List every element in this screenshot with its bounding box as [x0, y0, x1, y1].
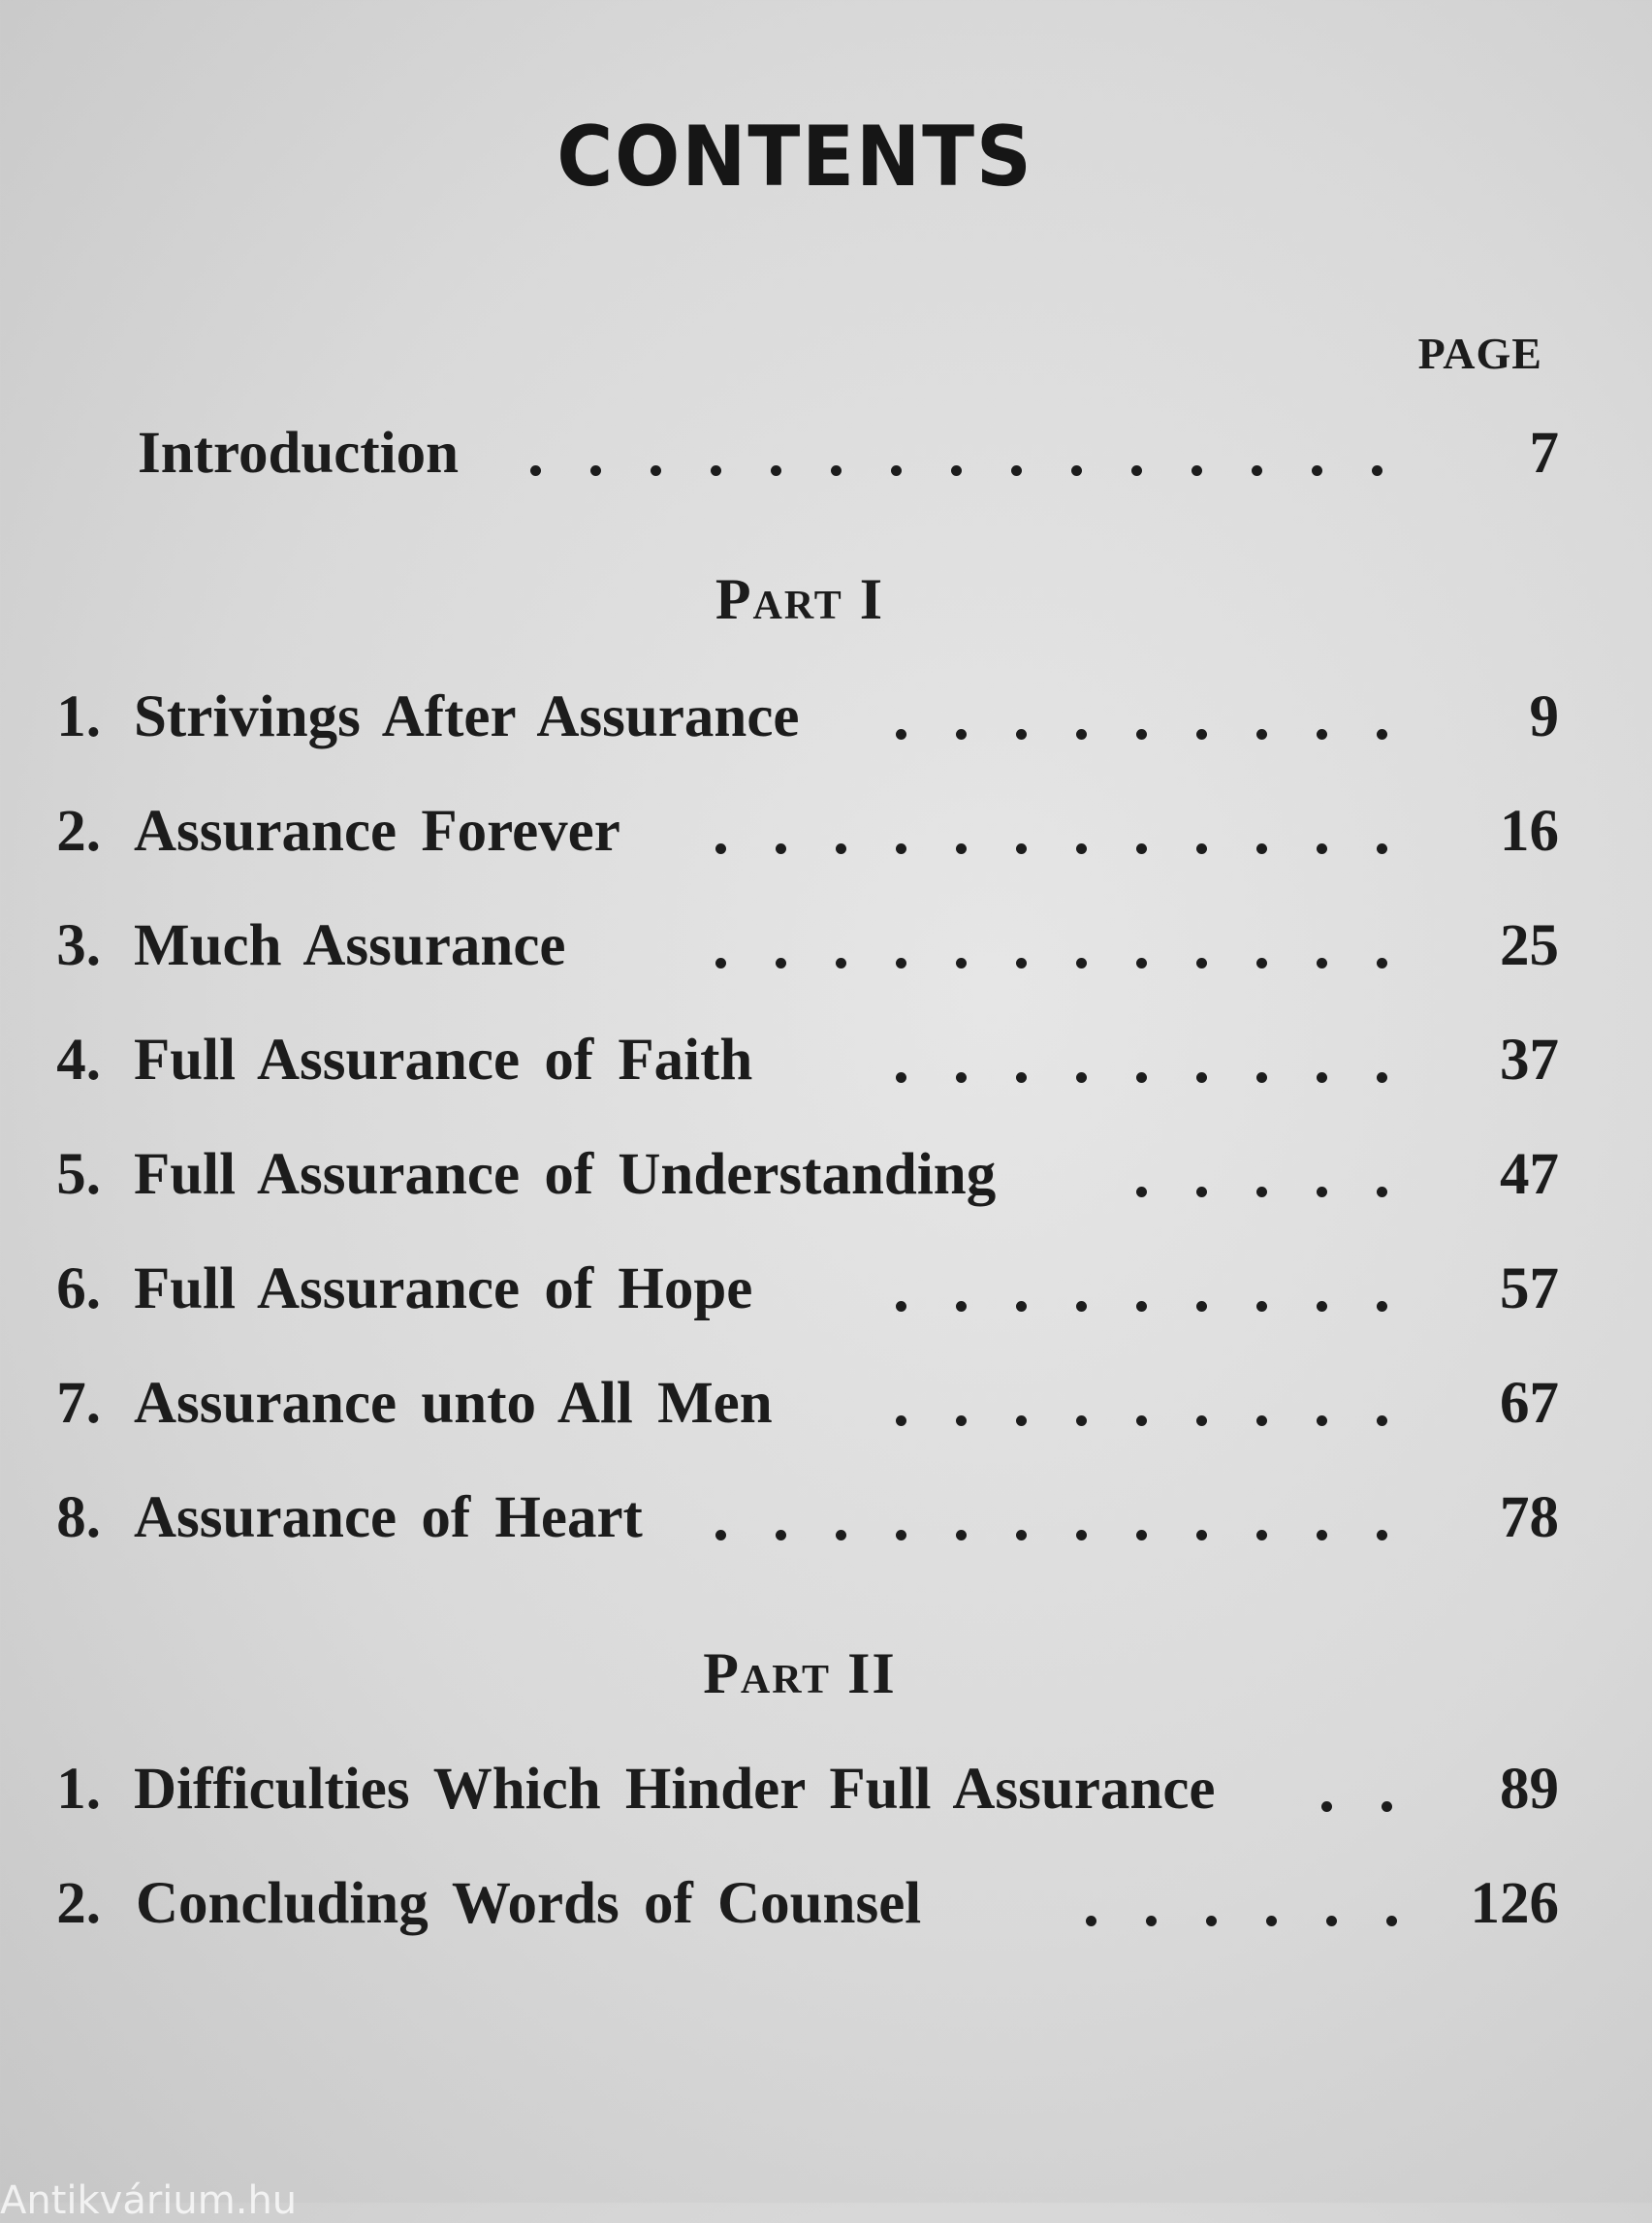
leader-dots	[0, 1751, 1652, 1828]
leader-dot	[836, 843, 846, 854]
leader-dot	[1196, 1530, 1207, 1540]
leader-dot	[956, 958, 967, 969]
leader-dot	[1196, 1415, 1207, 1426]
leader-dot	[1076, 1301, 1087, 1312]
part-2-heading: Part II	[703, 1641, 897, 1705]
entry-page-number: 78	[1500, 1485, 1559, 1550]
leader-dot	[1196, 1301, 1207, 1312]
entry-number: 1.	[56, 684, 101, 749]
leader-dots	[0, 1022, 1652, 1099]
leader-dot	[1016, 843, 1027, 854]
leader-dot	[1377, 1072, 1387, 1083]
leader-dots	[0, 679, 1652, 756]
entry-page-number: 9	[1529, 684, 1559, 749]
leader-dot	[1317, 1301, 1327, 1312]
leader-dot	[836, 958, 846, 969]
leader-dot	[1076, 1415, 1087, 1426]
leader-dot	[1256, 843, 1267, 854]
leader-dot	[1382, 1801, 1392, 1812]
entry-page-number: 57	[1500, 1256, 1559, 1321]
toc-entry	[0, 1865, 1652, 1943]
part-1-heading: Part I	[715, 567, 885, 631]
leader-dot	[715, 1530, 726, 1540]
leader-dot	[1377, 1301, 1387, 1312]
entry-page-number: 37	[1500, 1028, 1559, 1093]
leader-dot	[836, 1530, 846, 1540]
entry-number: 5.	[56, 1142, 101, 1207]
leader-dot	[1317, 1415, 1327, 1426]
leader-dot	[1011, 465, 1022, 476]
leader-dot	[1146, 1916, 1157, 1926]
leader-dot	[1256, 1415, 1267, 1426]
leader-dot	[1256, 1187, 1267, 1197]
leader-dot	[1266, 1916, 1277, 1926]
leader-dot	[1196, 729, 1207, 740]
leader-dot	[776, 843, 786, 854]
toc-entry	[0, 679, 1652, 756]
toc-entry	[0, 1479, 1652, 1557]
leader-dot	[1386, 1916, 1397, 1926]
leader-dot	[956, 1530, 967, 1540]
leader-dot	[1016, 958, 1027, 969]
leader-dot	[1256, 958, 1267, 969]
leader-dot	[651, 465, 661, 476]
leader-dot	[1377, 729, 1387, 740]
leader-dot	[1326, 1916, 1337, 1926]
leader-dot	[1312, 465, 1322, 476]
leader-dot	[896, 843, 906, 854]
entry-page-number: 126	[1470, 1871, 1559, 1936]
entry-page-number: 47	[1500, 1142, 1559, 1207]
entry-label: Much Assurance	[134, 913, 566, 978]
entry-number: 3.	[56, 913, 101, 978]
entry-label: Assurance Forever	[134, 799, 620, 864]
leader-dot	[1136, 1530, 1147, 1540]
toc-entry	[0, 1022, 1652, 1099]
leader-dot	[896, 1415, 906, 1426]
leader-dot	[1252, 465, 1262, 476]
leader-dot	[1136, 1187, 1147, 1197]
entry-number: 4.	[56, 1028, 101, 1093]
entry-page-number: 67	[1500, 1371, 1559, 1436]
leader-dot	[1131, 465, 1142, 476]
leader-dots	[0, 1865, 1652, 1943]
leader-dot	[1086, 1916, 1096, 1926]
leader-dot	[896, 729, 906, 740]
watermark: Antikvárium.hu	[0, 2178, 298, 2223]
leader-dot	[1076, 958, 1087, 969]
leader-dots	[0, 1251, 1652, 1328]
entry-label: Full Assurance of Faith	[134, 1028, 753, 1093]
leader-dots	[0, 793, 1652, 871]
leader-dots	[0, 1479, 1652, 1557]
leader-dot	[1016, 1301, 1027, 1312]
entry-label: Difficulties Which Hinder Full Assurance	[134, 1757, 1216, 1822]
leader-dot	[1377, 843, 1387, 854]
toc-entry	[0, 1365, 1652, 1443]
leader-dot	[1071, 465, 1082, 476]
leader-dot	[1317, 1072, 1327, 1083]
leader-dot	[1136, 958, 1147, 969]
leader-dot	[1016, 729, 1027, 740]
leader-dot	[896, 1072, 906, 1083]
leader-dot	[771, 465, 781, 476]
leader-dot	[891, 465, 902, 476]
leader-dot	[1136, 1072, 1147, 1083]
entry-label: Assurance unto All Men	[134, 1371, 773, 1436]
leader-dot	[715, 958, 726, 969]
leader-dot	[1317, 843, 1327, 854]
leader-dot	[1196, 1072, 1207, 1083]
leader-dot	[1076, 729, 1087, 740]
entry-label: Full Assurance of Understanding	[134, 1142, 997, 1207]
leader-dot	[951, 465, 962, 476]
leader-dot	[956, 1072, 967, 1083]
toc-entry	[0, 907, 1652, 985]
leader-dot	[956, 729, 967, 740]
entry-label: Introduction	[138, 421, 460, 486]
leader-dot	[1372, 465, 1382, 476]
leader-dot	[1196, 958, 1207, 969]
leader-dots	[0, 907, 1652, 985]
leader-dot	[1136, 729, 1147, 740]
leader-dot	[1196, 1187, 1207, 1197]
leader-dot	[896, 958, 906, 969]
toc-entry-introduction	[0, 415, 1652, 492]
leader-dot	[956, 1301, 967, 1312]
leader-dot	[590, 465, 601, 476]
leader-dot	[1076, 1530, 1087, 1540]
leader-dot	[956, 843, 967, 854]
entry-label: Assurance of Heart	[134, 1485, 643, 1550]
leader-dot	[956, 1415, 967, 1426]
leader-dot	[1136, 1415, 1147, 1426]
leader-dot	[776, 958, 786, 969]
entry-label: Concluding Words of Counsel	[136, 1871, 922, 1936]
leader-dot	[1377, 1530, 1387, 1540]
leader-dot	[1196, 843, 1207, 854]
leader-dot	[1317, 729, 1327, 740]
entry-number: 1.	[56, 1757, 101, 1822]
leader-dot	[831, 465, 842, 476]
entry-label: Strivings After Assurance	[134, 684, 800, 749]
leader-dot	[1256, 729, 1267, 740]
entry-page-number: 7	[1529, 421, 1559, 486]
leader-dot	[1317, 1187, 1327, 1197]
leader-dot	[1256, 1301, 1267, 1312]
leader-dots	[0, 1365, 1652, 1443]
leader-dots	[0, 415, 1652, 492]
leader-dot	[1256, 1530, 1267, 1540]
leader-dot	[1016, 1530, 1027, 1540]
entry-page-number: 16	[1500, 799, 1559, 864]
leader-dot	[1206, 1916, 1217, 1926]
leader-dot	[1317, 958, 1327, 969]
leader-dot	[896, 1301, 906, 1312]
leader-dot	[1256, 1072, 1267, 1083]
toc-entry	[0, 1251, 1652, 1328]
leader-dot	[1016, 1415, 1027, 1426]
entry-number: 6.	[56, 1256, 101, 1321]
entry-page-number: 25	[1500, 913, 1559, 978]
leader-dot	[1136, 843, 1147, 854]
entry-number: 7.	[56, 1371, 101, 1436]
leader-dot	[776, 1530, 786, 1540]
leader-dot	[1136, 1301, 1147, 1312]
leader-dot	[1377, 1187, 1387, 1197]
page-column-label: PAGE	[1417, 329, 1542, 378]
toc-entry	[0, 793, 1652, 871]
leader-dot	[711, 465, 721, 476]
leader-dot	[1317, 1530, 1327, 1540]
leader-dot	[1191, 465, 1202, 476]
leader-dot	[1377, 1415, 1387, 1426]
entry-number: 8.	[56, 1485, 101, 1550]
leader-dot	[1016, 1072, 1027, 1083]
entry-page-number: 89	[1500, 1757, 1559, 1822]
entry-number: 2.	[56, 799, 101, 864]
leader-dot	[1377, 958, 1387, 969]
page-title: CONTENTS	[556, 109, 1033, 206]
entry-number: 2.	[56, 1871, 101, 1936]
leader-dot	[1076, 843, 1087, 854]
leader-dot	[1321, 1801, 1332, 1812]
leader-dot	[530, 465, 541, 476]
leader-dot	[896, 1530, 906, 1540]
toc-entry	[0, 1136, 1652, 1214]
entry-label: Full Assurance of Hope	[134, 1256, 753, 1321]
leader-dot	[715, 843, 726, 854]
toc-entry	[0, 1751, 1652, 1828]
leader-dot	[1076, 1072, 1087, 1083]
leader-dots	[0, 1136, 1652, 1214]
